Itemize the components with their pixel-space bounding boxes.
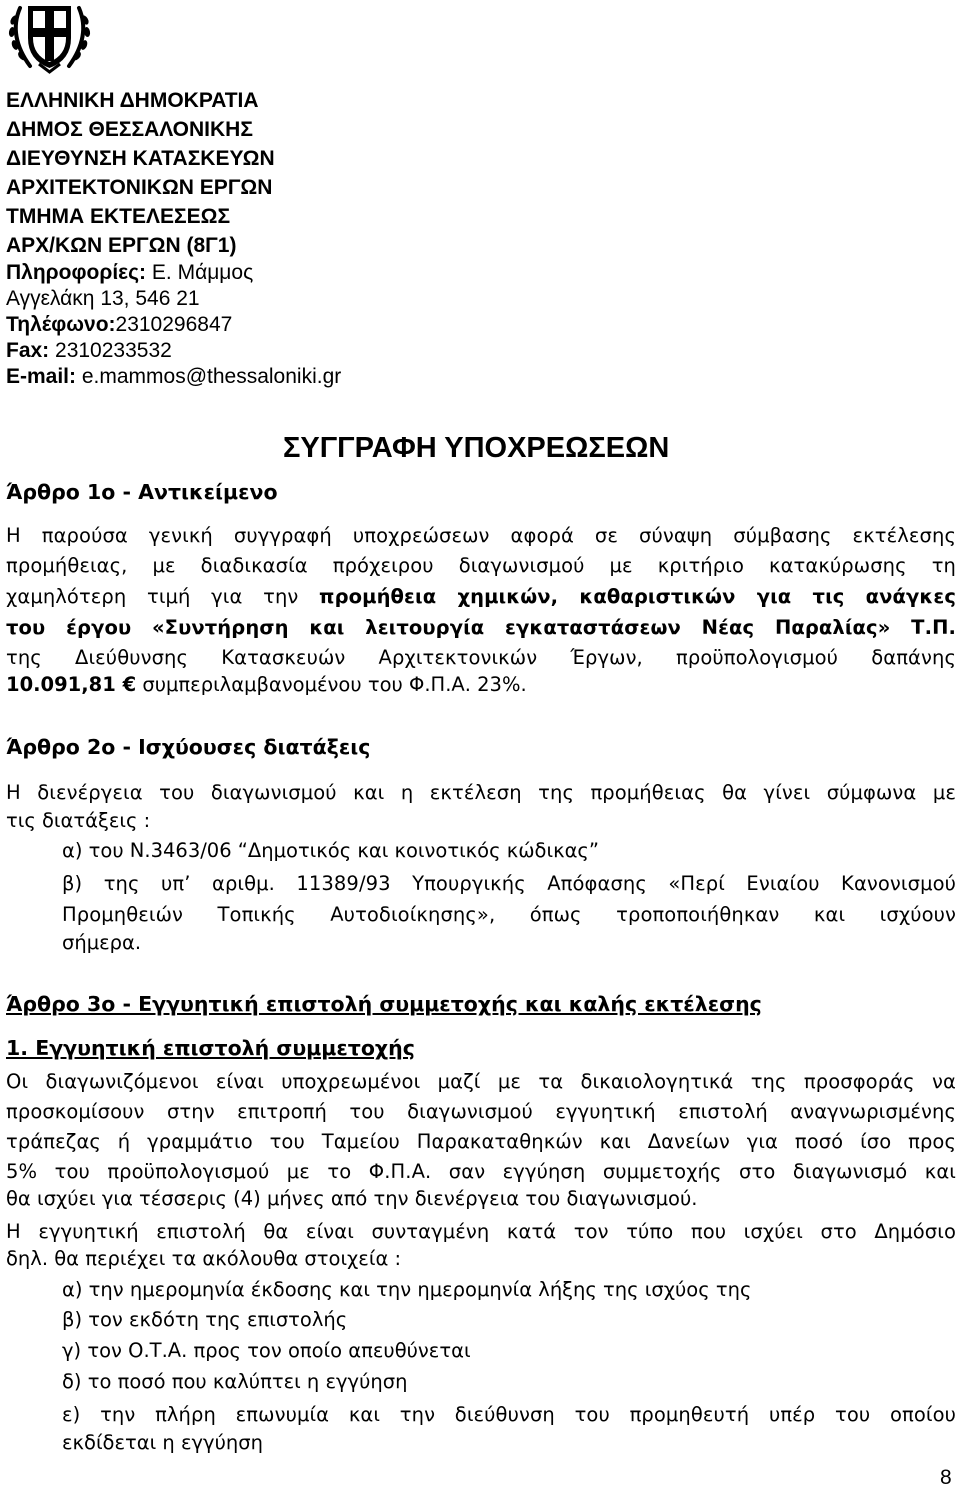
header-line-6: ΑΡΧ/ΚΩΝ ΕΡΓΩΝ (8Γ1) <box>6 234 237 257</box>
article-3-item-c: γ) τον Ο.Τ.Α. προς τον οποίο απευθύνεται <box>62 1339 471 1362</box>
article-1-line-1: Η παρούσα γενική συγγραφή υποχρεώσεων αφορά σε σύναψη σύμβασης εκτέλεσης <box>6 524 956 547</box>
article-1-line-5: της Διεύθυνσης Κατασκευών Αρχιτεκτονικών Έργων, προϋπολογισμού δαπάνης <box>6 646 956 669</box>
article-3-p1-line-3: τράπεζας ή γραμμάτιο του Ταμείου Παρακαταθηκών και Δανείων για ποσό ίσο προς <box>6 1130 956 1153</box>
article-3-item-e-line-2: εκδίδεται η εγγύηση <box>62 1431 263 1454</box>
email-label: E-mail: <box>6 365 77 388</box>
fax-value: 2310233532 <box>49 339 172 362</box>
article-1-line-2: προμήθειας, με διαδικασία πρόχειρου διαγωνισμού με κριτήριο κατακύρωσης τη <box>6 554 956 577</box>
phone <box>6 312 232 338</box>
header-line-4: ΑΡΧΙΤΕΚΤΟΝΙΚΩΝ ΕΡΓΩΝ <box>6 176 273 199</box>
phone-value: 2310296847 <box>115 313 233 336</box>
article-3-subheading: 1. Εγγυητική επιστολή συμμετοχής <box>6 1036 415 1060</box>
article-2-item-b-line-3: σήμερα. <box>62 931 142 954</box>
fax-label: Fax: <box>6 339 50 362</box>
article-2-heading: Άρθρο 2ο - Ισχύουσες διατάξεις <box>6 735 371 759</box>
vat-text: συμπεριλαμβανομένου του Φ.Π.Α. 23%. <box>136 673 527 696</box>
coat-of-arms-icon <box>2 0 97 75</box>
page-number: 8 <box>940 1466 952 1489</box>
article-3-item-e-line-1: ε) την πλήρη επωνυμία και την διεύθυνση του προμηθευτή υπέρ του οποίου <box>62 1403 956 1426</box>
info-label: Πληροφορίες: <box>6 261 147 284</box>
article-1-line-6 <box>6 673 527 696</box>
article-2-item-b-line-1: β) της υπ’ αριθμ. 11389/93 Υπουργικής Απόφασης «Περί Ενιαίου Κανονισμού <box>62 872 956 895</box>
article-3-item-a: α) την ημερομηνία έκδοσης και την ημερομηνία λήξης της ισχύος της <box>62 1278 752 1301</box>
phone-label: Τηλέφωνο: <box>6 313 116 336</box>
email-value[interactable]: e.mammos@thessaloniki.gr <box>76 365 342 388</box>
euro-sign: € <box>122 673 137 696</box>
article-3-p1-line-1: Οι διαγωνιζόμενοι είναι υποχρεωμένοι μαζί με τα δικαιολογητικά της προσφοράς να <box>6 1070 956 1093</box>
article-1-line-3-bold: προμήθεια χημικών, καθαριστικών για τις ανάγκες <box>319 585 956 608</box>
article-3-p1-line-2: προσκομίσουν στην επιτροπή του διαγωνισμού εγγυητική επιστολή αναγνωρισμένης <box>6 1100 956 1123</box>
article-3-p2-line-2: δηλ. θα περιέχει τα ακόλουθα στοιχεία : <box>6 1247 402 1270</box>
header-line-2: ΔΗΜΟΣ ΘΕΣΣΑΛΟΝΙΚΗΣ <box>6 118 253 141</box>
article-1-heading: Άρθρο 1ο - Αντικείμενο <box>6 480 278 504</box>
budget-amount: 10.091,81 <box>6 673 123 696</box>
address: Αγγελάκη 13, 546 21 <box>6 287 200 310</box>
document-title: ΣΥΓΓΡΑΦΗ ΥΠΟΧΡΕΩΣΕΩΝ <box>283 432 670 464</box>
email <box>6 364 341 390</box>
contact-info <box>6 260 253 286</box>
fax <box>6 338 172 364</box>
article-3-p1-line-5: θα ισχύει για τέσσερις (4) μήνες από την διενέργεια του διαγωνισμού. <box>6 1187 698 1210</box>
article-3-p2-line-1: Η εγγυητική επιστολή θα είναι συνταγμένη κατά τον τύπο που ισχύει στο Δημόσιο <box>6 1220 956 1243</box>
article-2-item-a: α) του Ν.3463/06 “Δημοτικός και κοινοτικός κώδικας” <box>62 839 599 862</box>
article-1-line-3-text: χαμηλότερη τιμή για την <box>6 585 320 608</box>
article-1-line-3 <box>6 582 956 612</box>
header-line-5: ΤΜΗΜΑ ΕΚΤΕΛΕΣΕΩΣ <box>6 205 231 228</box>
article-3-p1-line-4: 5% του προϋπολογισμού με το Φ.Π.Α. σαν εγγύηση συμμετοχής στο διαγωνισμό και <box>6 1160 956 1183</box>
article-3-item-b: β) τον εκδότη της επιστολής <box>62 1308 348 1331</box>
header-line-1: ΕΛΛΗΝΙΚΗ ΔΗΜΟΚΡΑΤΙΑ <box>6 89 259 112</box>
article-1-line-4: του έργου «Συντήρηση και λειτουργία εγκαταστάσεων Νέας Παραλίας» Τ.Π. <box>6 616 956 639</box>
info-value: Ε. Μάμμος <box>146 261 254 284</box>
article-3-heading: Άρθρο 3ο - Εγγυητική επιστολή συμμετοχής και καλής εκτέλεσης <box>6 992 762 1016</box>
article-3-item-d: δ) το ποσό που καλύπτει η εγγύηση <box>62 1370 408 1393</box>
article-2-line-2: τις διατάξεις : <box>6 809 151 832</box>
header-line-3: ΔΙΕΥΘΥΝΣΗ ΚΑΤΑΣΚΕΥΩΝ <box>6 147 275 170</box>
article-2-line-1: Η διενέργεια του διαγωνισμού και η εκτέλεση της προμήθειας θα γίνει σύμφωνα με <box>6 781 956 804</box>
article-2-item-b-line-2: Προμηθειών Τοπικής Αυτοδιοίκησης», όπως τροποποιήθηκαν και ισχύουν <box>62 903 956 926</box>
